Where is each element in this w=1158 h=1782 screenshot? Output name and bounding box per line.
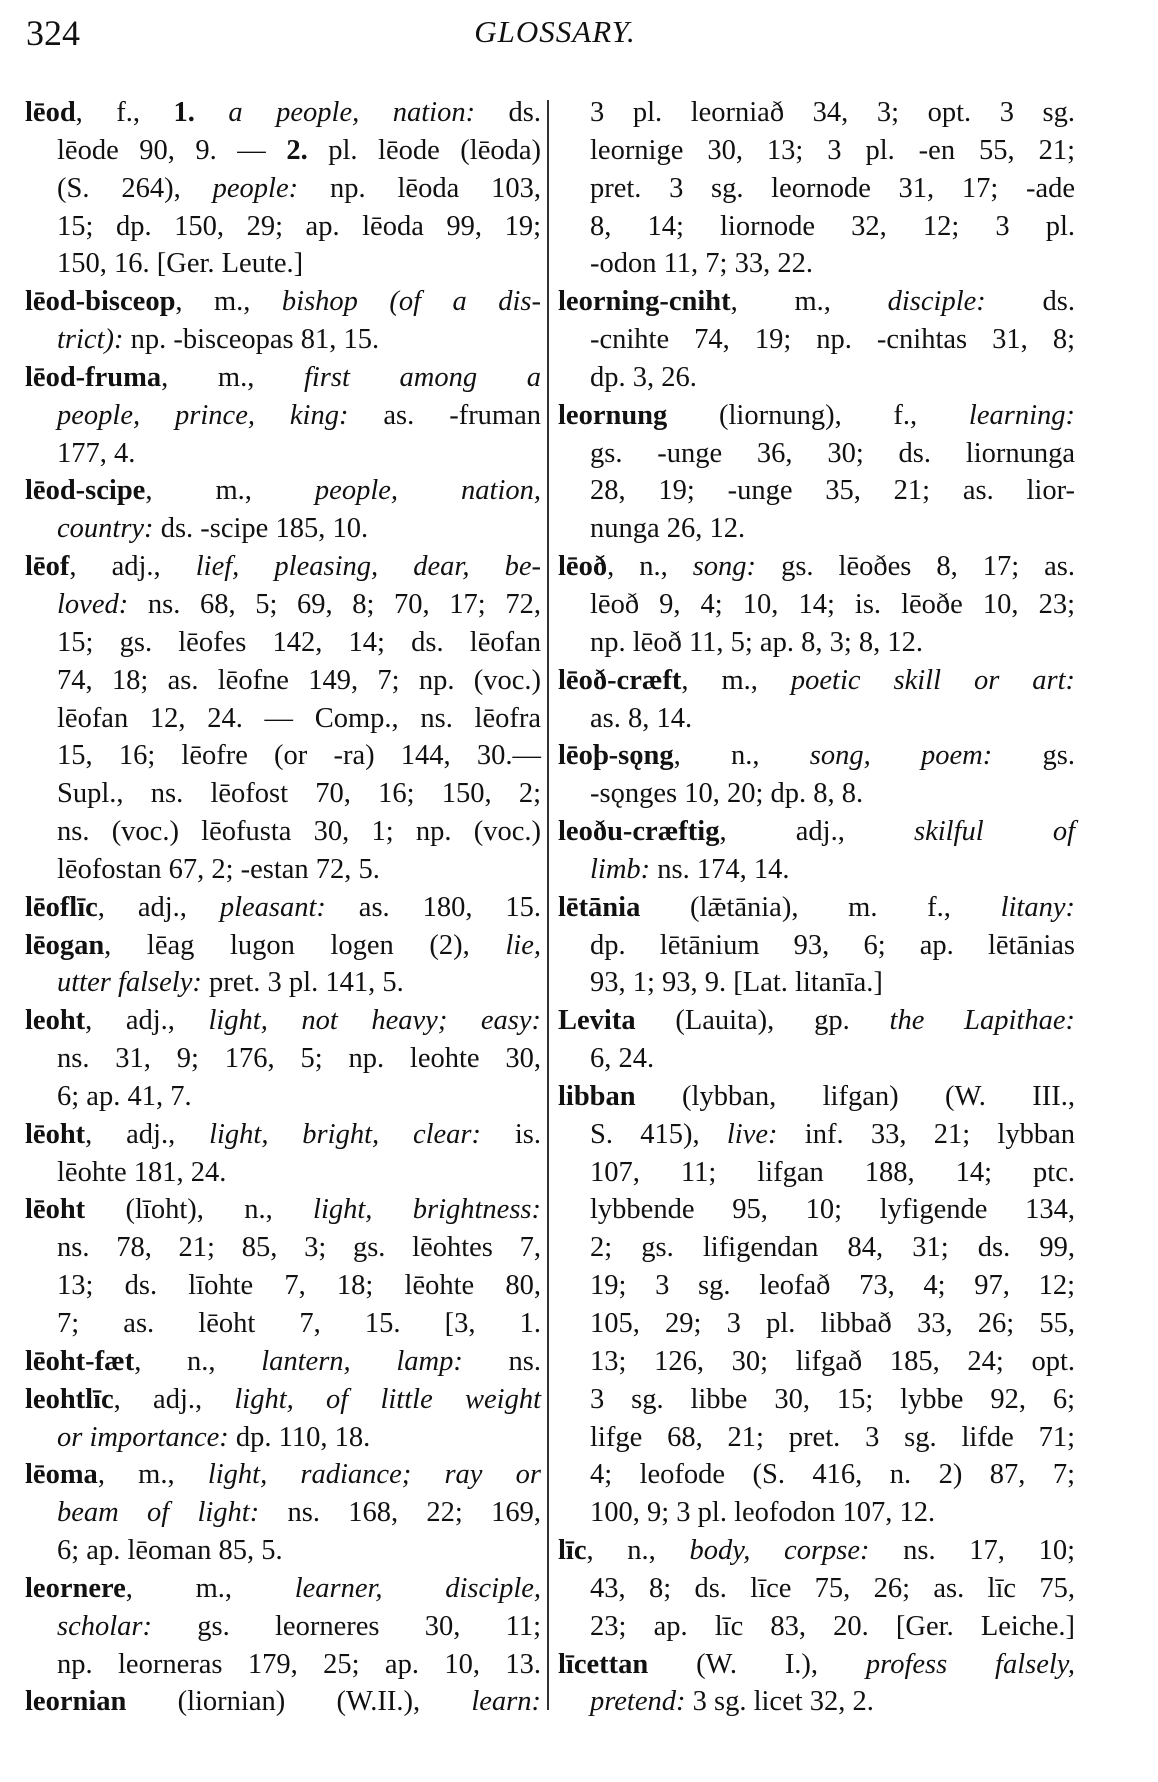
entry-text: 105, 29; 3 pl. libbað 33, 26; 55, <box>590 1308 1075 1339</box>
entry-text: 93, 1; 93, 9. [Lat. litanīa.] <box>590 967 883 999</box>
gloss-text: people: <box>212 172 299 204</box>
entry-headline <box>25 472 541 510</box>
entry-line <box>25 775 541 813</box>
entry-line <box>558 927 1075 965</box>
entry-headline <box>558 889 1075 927</box>
entry-text: (liornian) (W.II.), <box>126 1686 472 1718</box>
entry-line <box>25 1078 541 1116</box>
entry-text: ds. <box>985 286 1075 318</box>
entry-text: (W. I.), <box>648 1648 866 1680</box>
entry-text: 43, 8; ds. līce 75, 26; as. līc 75, <box>590 1572 1075 1604</box>
entry-line <box>558 1267 1075 1305</box>
gloss-text: first among a <box>303 361 541 393</box>
entry-text: 4; leofode (S. 416, n. 2) 87, 7; <box>590 1459 1075 1491</box>
entry-text: gs. -unge 36, 30; ds. liornunga <box>590 437 1075 469</box>
entry-line <box>558 1683 1075 1721</box>
entry-text: 6; ap. 41, 7. <box>57 1080 192 1112</box>
entry-headline <box>558 1532 1075 1570</box>
entry-line <box>558 170 1075 208</box>
entry-text: leornige 30, 13; 3 pl. -en 55, 21; <box>590 134 1075 166</box>
entry-text: , n., <box>134 1345 262 1377</box>
entry-text: dp. 3, 26. <box>590 361 697 393</box>
gloss-text: body, corpse: <box>689 1535 870 1567</box>
running-head: GLOSSARY. <box>474 14 636 49</box>
entry-text: ns. 174, 14. <box>650 853 790 885</box>
entry-text: , adj., <box>85 1118 210 1150</box>
entry-text: 6; ap. lēoman 85, 5. <box>57 1535 283 1567</box>
entry-text: lēode 90, 9. — <box>57 134 287 166</box>
entry-line <box>25 1419 541 1457</box>
glossary-column-right <box>558 94 1075 1721</box>
entry-headline <box>558 397 1075 435</box>
headword: lēod <box>25 97 76 128</box>
gloss-text: lief, pleasing, dear, be- <box>195 551 541 583</box>
entry-text: lifge 68, 21; pret. 3 sg. lifde 71; <box>590 1421 1075 1453</box>
entry-text: gs. <box>992 740 1075 772</box>
gloss-text: song: <box>692 551 757 583</box>
entry-text: ns. 31, 9; 176, 5; np. leohte 30, <box>57 1043 541 1075</box>
entry-text: 3 pl. leorniað 34, 3; opt. 3 sg. <box>590 97 1075 128</box>
entry-line <box>25 321 541 359</box>
entry-line <box>558 1381 1075 1419</box>
entry-text: np. leorneras 179, 25; ap. 10, 13. <box>57 1648 541 1680</box>
entry-text: (līoht), n., <box>85 1194 314 1226</box>
entry-line <box>558 1570 1075 1608</box>
gloss-text: or importance: <box>57 1421 229 1453</box>
headword: lēoflīc <box>25 891 98 923</box>
entry-text: 28, 19; -unge 35, 21; as. lior- <box>590 475 1075 507</box>
entry-line <box>558 775 1075 813</box>
entry-text: , m., <box>97 1459 208 1491</box>
entry-text: , f., <box>75 97 174 128</box>
entry-line <box>558 1116 1075 1154</box>
entry-headline <box>25 1570 541 1608</box>
gloss-text: a people, nation: <box>228 97 476 128</box>
entry-line <box>25 397 541 435</box>
entry-text: lybbende 95, 10; lyfigende 134, <box>590 1194 1075 1226</box>
entry-line <box>558 1419 1075 1457</box>
entry-line <box>25 737 541 775</box>
entry-headline <box>25 1381 541 1419</box>
entry-text: -cnihte 74, 19; np. -cnihtas 31, 8; <box>590 324 1075 356</box>
entry-headline <box>25 1683 541 1721</box>
entry-text: np. lēoð 11, 5; ap. 8, 3; 8, 12. <box>590 626 923 658</box>
entry-line <box>25 1154 541 1192</box>
entry-headline <box>25 359 541 397</box>
headword: 1. <box>173 97 195 128</box>
entry-line <box>558 1305 1075 1343</box>
entry-text: , adj., <box>97 891 220 923</box>
entry-line <box>558 1229 1075 1267</box>
entry-text: ds. <box>475 97 542 128</box>
gloss-text: people, prince, king: <box>57 399 349 431</box>
entry-text: dp. 110, 18. <box>228 1421 371 1453</box>
headword: lēoð-cræft <box>558 664 682 696</box>
gloss-text: live: <box>726 1118 778 1150</box>
entry-text: , m., <box>145 475 315 507</box>
headword: leohtlīc <box>25 1383 114 1415</box>
entry-text: Supl., ns. lēofost 70, 16; 150, 2; <box>57 778 541 810</box>
gloss-text: song, poem: <box>809 740 993 772</box>
entry-line <box>558 472 1075 510</box>
entry-text: np. -bisceopas 81, 15. <box>123 324 380 356</box>
headword: 2. <box>286 134 308 166</box>
entry-headline <box>558 548 1075 586</box>
entry-text: 100, 9; 3 pl. leofodon 107, 12. <box>590 1497 936 1529</box>
gloss-text: lantern, lamp: <box>261 1345 463 1377</box>
entry-text: 7; as. lēoht 7, 15. [3, 1. <box>57 1308 541 1339</box>
entry-text: ns. <box>462 1345 542 1377</box>
gloss-text: loved: <box>57 588 129 620</box>
entry-headline <box>558 283 1075 321</box>
entry-text: lēohte 181, 24. <box>57 1156 227 1188</box>
entry-text: , adj., <box>69 551 196 583</box>
entry-line <box>25 435 541 473</box>
entry-text: (liornung), f., <box>667 399 969 431</box>
gloss-text: poetic skill or art: <box>790 664 1075 696</box>
entry-text: , m., <box>125 1572 295 1604</box>
gloss-text: pretend: <box>590 1686 686 1718</box>
headword: libban <box>558 1080 636 1112</box>
gloss-text: light, bright, clear: <box>209 1118 482 1150</box>
entry-text: inf. 33, 21; lybban <box>777 1118 1075 1150</box>
entry-headline <box>25 1116 541 1154</box>
entry-headline <box>25 1456 541 1494</box>
entry-text: 6, 24. <box>590 1043 655 1075</box>
entry-headline <box>25 1343 541 1381</box>
headword: lēoht-fæt <box>25 1345 135 1377</box>
entry-text: dp. lētānium 93, 6; ap. lētānias <box>590 929 1075 961</box>
gloss-text: bishop (of a dis- <box>281 286 542 318</box>
entry-text: (lǣtānia), m. f., <box>640 891 1001 923</box>
entry-headline <box>25 927 541 965</box>
entry-line <box>558 321 1075 359</box>
entry-text: , adj., <box>113 1383 235 1415</box>
entry-text: , n., <box>673 740 810 772</box>
entry-text: , adj., <box>719 816 914 848</box>
headword: leorning-cniht <box>558 286 731 318</box>
entry-text: np. lēoda 103, <box>298 172 541 204</box>
entry-text: 3 sg. libbe 30, 15; lybbe 92, 6; <box>590 1383 1075 1415</box>
gloss-text: light, of little weight <box>234 1383 541 1415</box>
headword: leoðu-cræftig <box>558 816 720 848</box>
entry-headline <box>558 813 1075 851</box>
entry-text: ds. -scipe 185, 10. <box>153 513 369 545</box>
gloss-text: country: <box>57 513 154 545</box>
headword: lēoþ-sǫng <box>558 740 674 772</box>
entry-line <box>558 851 1075 889</box>
entry-line <box>25 813 541 851</box>
entry-line <box>558 586 1075 624</box>
column-divider <box>547 100 549 1710</box>
entry-line <box>25 1608 541 1646</box>
entry-line <box>558 1456 1075 1494</box>
entry-headline <box>25 283 541 321</box>
entry-line <box>25 1229 541 1267</box>
entry-line <box>558 132 1075 170</box>
entry-headline <box>25 548 541 586</box>
headword: leoht <box>25 1005 86 1037</box>
entry-text: is. <box>481 1118 541 1150</box>
headword: lētānia <box>558 891 641 923</box>
entry-text: (S. 264), <box>57 172 213 204</box>
entry-headline <box>25 1002 541 1040</box>
gloss-text: litany: <box>1000 891 1075 923</box>
entry-text: , n., <box>607 551 693 583</box>
entry-line <box>558 208 1075 246</box>
entry-line <box>558 1154 1075 1192</box>
entry-text: pret. 3 sg. leornode 31, 17; -ade <box>590 172 1075 204</box>
entry-text: ns. 168, 22; 169, <box>259 1497 541 1529</box>
gloss-text: people, nation, <box>314 475 541 507</box>
entry-headline <box>558 1078 1075 1116</box>
entry-line <box>25 510 541 548</box>
gloss-text: skilful of <box>913 816 1075 848</box>
entry-text: 107, 11; lifgan 188, 14; ptc. <box>590 1156 1075 1188</box>
entry-line <box>25 851 541 889</box>
headword: lēogan <box>25 929 105 961</box>
entry-headline <box>558 662 1075 700</box>
entry-text: (Lauita), gp. <box>635 1005 890 1037</box>
entry-line <box>25 245 541 283</box>
gloss-text: learner, disciple, <box>294 1572 542 1604</box>
entry-line <box>558 245 1075 283</box>
headword: lēof <box>25 551 70 583</box>
entry-text: , m., <box>161 361 304 393</box>
gloss-text: learning: <box>968 399 1075 431</box>
page-number: 324 <box>26 13 80 53</box>
entry-line <box>25 964 541 1002</box>
entry-line <box>25 208 541 246</box>
entry-text: pret. 3 pl. 141, 5. <box>201 967 404 999</box>
entry-text: -sǫnges 10, 20; dp. 8, 8. <box>590 778 864 810</box>
entry-text <box>195 97 229 128</box>
entry-text: (lybban, lifgan) (W. III., <box>635 1080 1075 1112</box>
entry-line <box>25 700 541 738</box>
headword: lēoht <box>25 1118 86 1150</box>
headword: lēoð <box>558 551 608 583</box>
entry-text: , m., <box>681 664 791 696</box>
entry-line <box>25 132 541 170</box>
entry-headline <box>558 737 1075 775</box>
entry-line <box>25 1494 541 1532</box>
gloss-text: limb: <box>590 853 651 885</box>
entry-headline <box>25 889 541 927</box>
entry-text: 150, 16. [Ger. Leute.] <box>57 248 304 280</box>
entry-text: nunga 26, 12. <box>590 513 746 545</box>
entry-line <box>558 700 1075 738</box>
entry-text: pl. lēode (lēoda) <box>307 134 541 166</box>
headword: lēoma <box>25 1459 98 1491</box>
entry-text: 13; ds. līohte 7, 18; lēohte 80, <box>57 1270 541 1302</box>
gloss-text: light, radiance; ray or <box>207 1459 541 1491</box>
headword: līc <box>558 1535 587 1567</box>
gloss-text: beam of light: <box>57 1497 260 1529</box>
gloss-text: the Lapithae: <box>889 1005 1075 1037</box>
entry-line <box>25 586 541 624</box>
entry-line <box>558 1494 1075 1532</box>
entry-headline <box>25 94 541 132</box>
headword: līcettan <box>558 1648 649 1680</box>
entry-line <box>558 1608 1075 1646</box>
gloss-text: trict): <box>57 324 124 356</box>
entry-text: as. -fruman <box>348 399 541 431</box>
entry-text: 2; gs. lifigendan 84, 31; ds. 99, <box>590 1232 1075 1264</box>
entry-line <box>25 1267 541 1305</box>
entry-line <box>558 510 1075 548</box>
headword: leornere <box>25 1572 126 1604</box>
entry-line <box>558 359 1075 397</box>
entry-text: S. 415), <box>590 1118 727 1150</box>
entry-line <box>25 662 541 700</box>
entry-text: 74, 18; as. lēofne 149, 7; np. (voc.) <box>57 664 541 696</box>
entry-line <box>25 1646 541 1684</box>
entry-text: lēoð 9, 4; 10, 14; is. lēoðe 10, 23; <box>590 588 1075 620</box>
entry-text: 15, 16; lēofre (or -ra) 144, 30.— <box>57 740 541 772</box>
entry-line <box>25 1040 541 1078</box>
entry-text: gs. lēoðes 8, 17; as. <box>756 551 1076 583</box>
gloss-text: utter falsely: <box>57 967 202 999</box>
gloss-text: learn: <box>471 1686 541 1718</box>
headword: lēoht <box>25 1194 86 1226</box>
entry-text: , adj., <box>85 1005 209 1037</box>
gloss-text: pleasant: <box>219 891 326 923</box>
entry-text: ns. 78, 21; 85, 3; gs. lēohtes 7, <box>57 1232 541 1264</box>
entry-line <box>25 624 541 662</box>
glossary-column-left <box>25 94 541 1721</box>
entry-line <box>558 435 1075 473</box>
entry-headline <box>558 1646 1075 1684</box>
entry-line <box>558 1040 1075 1078</box>
entry-text: 15; dp. 150, 29; ap. lēoda 99, 19; <box>57 210 541 242</box>
entry-line <box>25 1305 541 1343</box>
entry-text: 8, 14; liornode 32, 12; 3 pl. <box>590 210 1075 242</box>
entry-text: , n., <box>586 1535 690 1567</box>
gloss-text: light, not heavy; easy: <box>208 1005 541 1037</box>
headword: Levita <box>558 1005 636 1037</box>
entry-text: , m., <box>175 286 282 318</box>
gloss-text: light, brightness: <box>313 1194 541 1226</box>
entry-line <box>25 170 541 208</box>
entry-text: as. 180, 15. <box>325 891 541 923</box>
gloss-text: scholar: <box>57 1610 152 1642</box>
entry-text: 13; 126, 30; lifgað 185, 24; opt. <box>590 1345 1075 1377</box>
entry-headline <box>558 1002 1075 1040</box>
entry-text: as. 8, 14. <box>590 702 693 734</box>
entry-text: 3 sg. licet 32, 2. <box>685 1686 874 1718</box>
entry-text: ns. (voc.) lēofusta 30, 1; np. (voc.) <box>57 816 541 848</box>
entry-text: , lēag lugon logen (2), <box>104 929 506 961</box>
entry-text: 19; 3 sg. leofað 73, 4; 97, 12; <box>590 1270 1075 1302</box>
entry-headline <box>25 1191 541 1229</box>
entry-text: lēofan 12, 24. — Comp., ns. lēofra <box>57 702 541 734</box>
entry-text: , m., <box>730 286 888 318</box>
headword: lēod-fruma <box>25 361 162 393</box>
entry-text: ns. 17, 10; <box>869 1535 1075 1567</box>
entry-line <box>558 624 1075 662</box>
gloss-text: disciple: <box>887 286 986 318</box>
entry-text: 15; gs. lēofes 142, 14; ds. lēofan <box>57 626 541 658</box>
entry-line <box>558 1191 1075 1229</box>
entry-line <box>558 964 1075 1002</box>
headword: leornung <box>558 399 668 431</box>
entry-line <box>558 94 1075 132</box>
entry-text: 177, 4. <box>57 437 136 469</box>
entry-text: ns. 68, 5; 69, 8; 70, 17; 72, <box>128 588 541 620</box>
entry-text: lēofostan 67, 2; -estan 72, 5. <box>57 853 380 885</box>
headword: leornian <box>25 1686 127 1718</box>
headword: lēod-bisceop <box>25 286 176 318</box>
gloss-text: lie, <box>505 929 541 961</box>
entry-text: gs. leorneres 30, 11; <box>152 1610 541 1642</box>
headword: lēod-scipe <box>25 475 146 507</box>
entry-line <box>558 1343 1075 1381</box>
entry-text: -odon 11, 7; 33, 22. <box>590 248 813 280</box>
gloss-text: profess falsely, <box>865 1648 1075 1680</box>
entry-line <box>25 1532 541 1570</box>
entry-text: 23; ap. līc 83, 20. [Ger. Leiche.] <box>590 1610 1075 1642</box>
